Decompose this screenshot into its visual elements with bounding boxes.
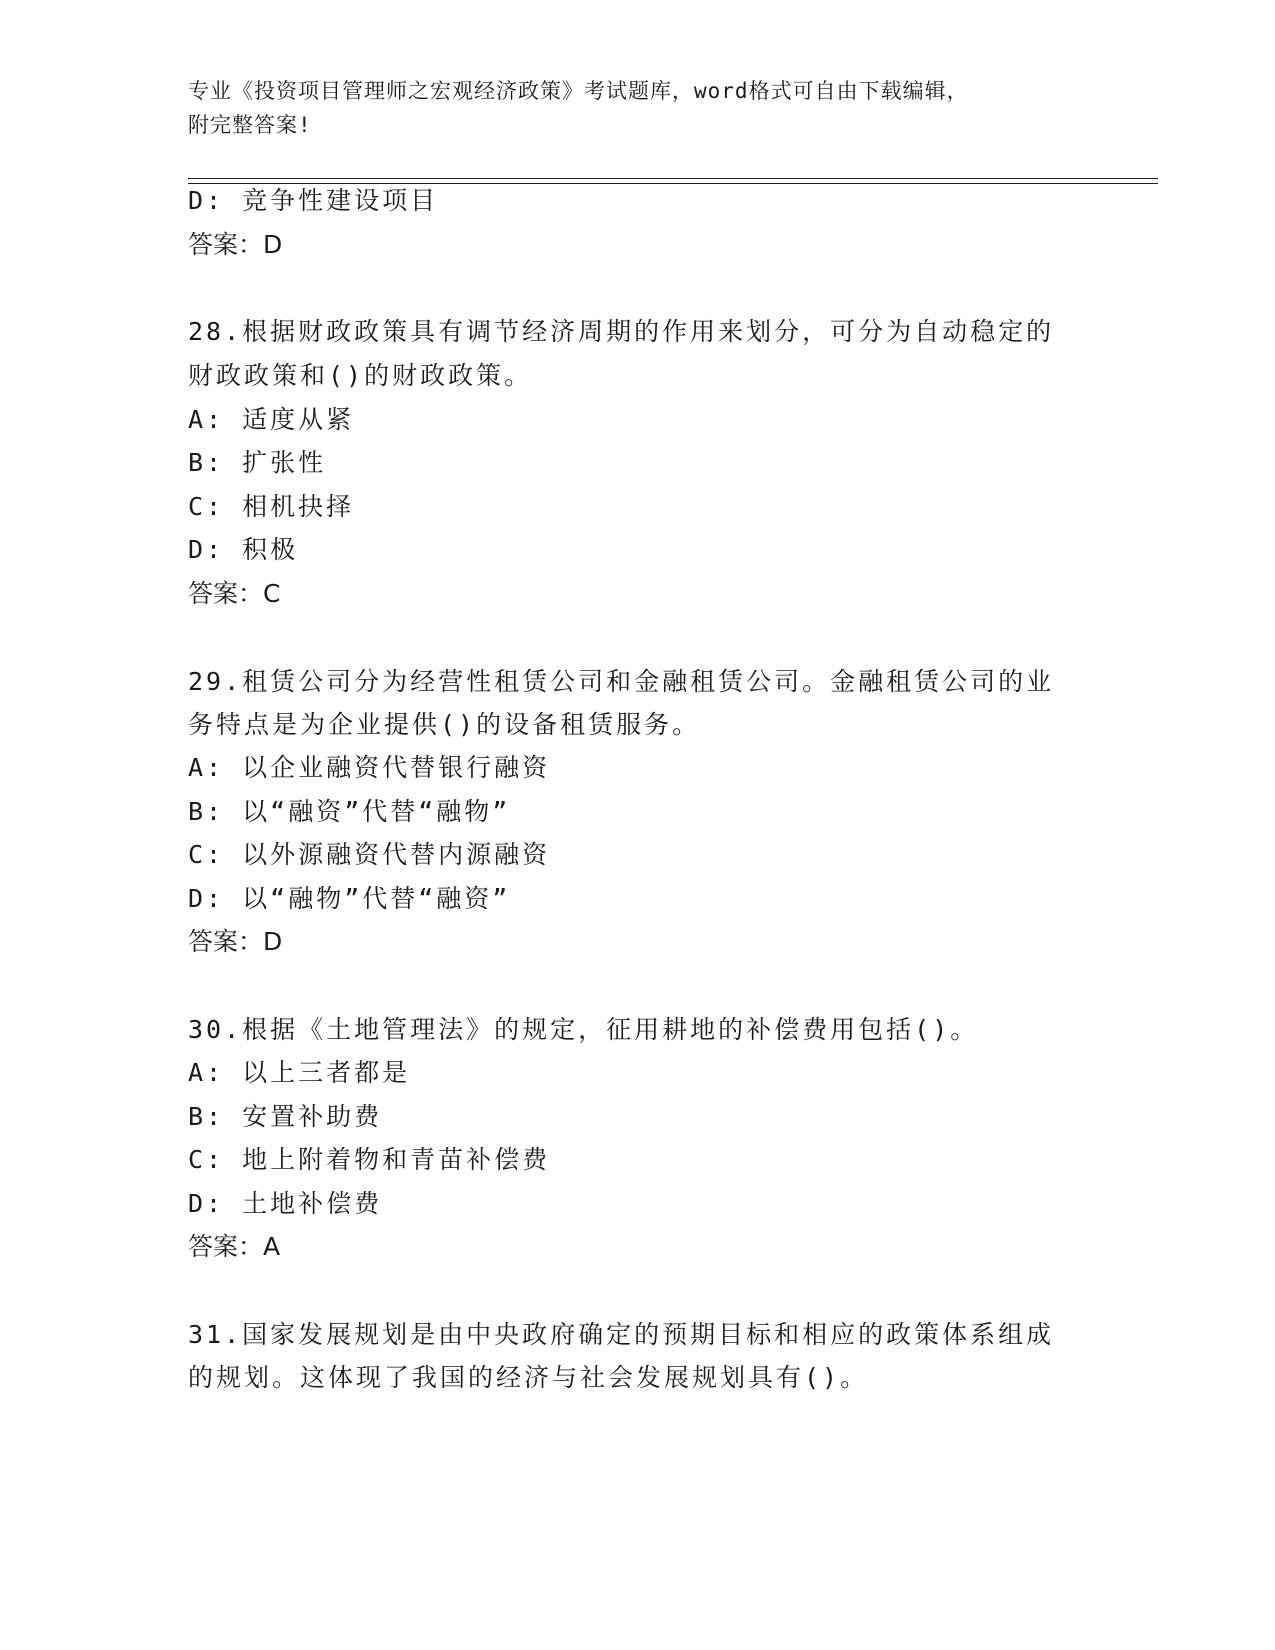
q29-option-d: D: 以“融物”代替“融资” — [188, 884, 511, 913]
q30-option-a: A: 以上三者都是 — [188, 1058, 411, 1087]
q30-option-b: B: 安置补助费 — [188, 1102, 383, 1131]
q29-answer: 答案：D — [188, 927, 283, 956]
q27-option-d: D: 竞争性建设项目 — [188, 186, 439, 215]
q30-stem-line-1: 30.根据《土地管理法》的规定，征用耕地的补偿费用包括()。 — [188, 1015, 979, 1044]
q27-answer: 答案：D — [188, 230, 283, 259]
q29-option-c: C: 以外源融资代替内源融资 — [188, 840, 551, 869]
q28-answer: 答案：C — [188, 579, 281, 608]
header-line-1: 专业《投资项目管理师之宏观经济政策》考试题库，word格式可自由下载编辑， — [188, 79, 969, 103]
document-page — [188, 0, 1158, 1650]
q30-option-c: C: 地上附着物和青苗补偿费 — [188, 1145, 551, 1174]
page-header — [188, 74, 1088, 142]
q31-stem-line-1: 31.国家发展规划是由中央政府确定的预期目标和相应的政策体系组成 — [188, 1320, 1055, 1349]
q28-option-c: C: 相机抉择 — [188, 492, 355, 521]
q28-option-a: A: 适度从紧 — [188, 405, 355, 434]
q28-stem-line-2: 财政政策和()的财政政策。 — [188, 361, 533, 390]
q31-stem-line-2: 的规划。这体现了我国的经济与社会发展规划具有()。 — [188, 1363, 869, 1392]
q30-option-d: D: 土地补偿费 — [188, 1189, 383, 1218]
q29-option-b: B: 以“融资”代替“融物” — [188, 797, 511, 826]
q29-stem-line-2: 务特点是为企业提供()的设备租赁服务。 — [188, 710, 701, 739]
q28-stem-line-1: 28.根据财政政策具有调节经济周期的作用来划分，可分为自动稳定的 — [188, 317, 1055, 346]
q30-answer: 答案：A — [188, 1232, 281, 1261]
q28-option-d: D: 积极 — [188, 535, 299, 564]
header-line-2: 附完整答案! — [188, 113, 312, 137]
q29-option-a: A: 以企业融资代替银行融资 — [188, 753, 551, 782]
q29-stem-line-1: 29.租赁公司分为经营性租赁公司和金融租赁公司。金融租赁公司的业 — [188, 667, 1055, 696]
q28-option-b: B: 扩张性 — [188, 448, 327, 477]
